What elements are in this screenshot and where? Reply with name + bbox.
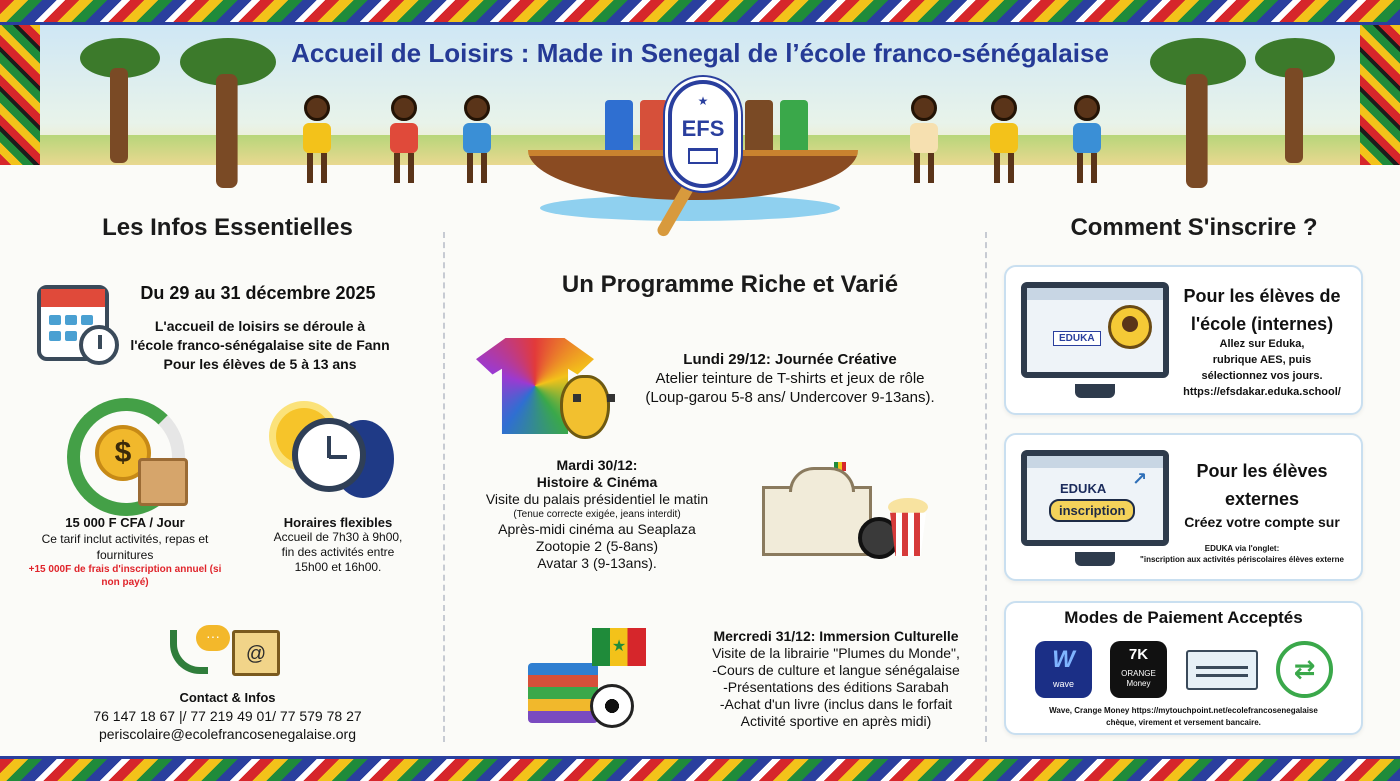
bottom-border-line — [0, 756, 1400, 759]
externes-title-line: Pour les élèves — [1196, 461, 1328, 481]
description-line: l'école franco-sénégalaise site de Fann — [130, 337, 390, 353]
section-title-inscription: Comment S'inscrire ? — [1070, 214, 1318, 241]
externes-line: "inscription aux activités périscolaires élèves externe — [1140, 555, 1344, 564]
grocery-bag-icon — [138, 458, 188, 506]
externes-instructions: Créez votre compte sur — [1184, 514, 1340, 530]
event-description — [115, 317, 405, 374]
eduka-url-link[interactable]: https://efsdakar.eduka.school/ — [1183, 386, 1341, 398]
programme-day-2 — [466, 457, 728, 572]
registration-fee: +15 000F de frais d'inscription annuel (si non payé) — [28, 564, 222, 588]
internes-title-line: Pour les élèves de — [1183, 286, 1341, 306]
internes-line: rubrique AES, puis — [1212, 354, 1312, 366]
hours-line: Accueil de 7h30 à 9h00, — [273, 530, 403, 544]
day-1-line: (Loup-garou 5-8 ans/ Undercover 9-13ans). — [645, 389, 935, 406]
coin-icon: $ — [95, 425, 151, 481]
price-info — [20, 515, 230, 589]
day-1-line: Atelier teinture de T-shirts et jeux de rôle — [655, 370, 925, 387]
externes-title — [1172, 457, 1352, 513]
day-3-line: -Cours de culture et langue sénégalaise — [712, 662, 960, 678]
section-title-programme: Un Programme Riche et Varié — [561, 271, 899, 298]
bottom-pattern-border — [0, 759, 1400, 781]
logo-star: ★ — [697, 94, 709, 108]
orange-money-label: Money — [1126, 679, 1151, 688]
price-line: fournitures — [96, 548, 154, 562]
day-2-line: Après-midi cinéma au Seaplaza — [498, 521, 696, 537]
day-2-dress-note: (Tenue correcte exigée, jeans interdit) — [513, 509, 681, 520]
page-title: Accueil de Loisirs : Made in Senegal de l’école franco-sénégalaise — [291, 38, 1109, 68]
external-link-icon: ↗ — [1132, 469, 1148, 489]
pencil-icon — [640, 100, 668, 155]
wave-payment-icon — [1035, 641, 1092, 698]
day-1-title: Lundi 29/12: Journée Créative — [683, 351, 897, 368]
day-2-title: Mardi 30/12: — [556, 457, 638, 473]
running-child-icon — [298, 95, 334, 187]
clock-icon — [292, 418, 366, 492]
eduka-tag: EDUKA — [1053, 331, 1101, 346]
contact-title: Contact & Infos — [179, 690, 276, 705]
running-child-icon — [905, 95, 941, 187]
day-2-line: Avatar 3 (9-13ans). — [537, 555, 657, 571]
description-line: L'accueil de loisirs se déroule à — [154, 318, 366, 334]
day-3-title: Mercredi 31/12: Immersion Culturelle — [713, 628, 959, 644]
programme-day-1 — [620, 350, 960, 407]
inscription-button[interactable]: inscription — [1049, 499, 1135, 522]
monitor-stand — [1075, 384, 1115, 398]
top-pattern-border — [0, 0, 1400, 22]
efs-logo — [668, 80, 738, 188]
day-3-line: -Achat d'un livre (inclus dans le forfait — [719, 696, 953, 712]
internes-instructions — [1172, 336, 1352, 400]
running-child-icon — [385, 95, 421, 187]
monitor-stand — [1075, 552, 1115, 566]
eduka-label: EDUKA — [1060, 481, 1107, 496]
orange-money-top: 7K — [1128, 646, 1149, 663]
externes-onglet-info — [1123, 543, 1361, 565]
hours-title: Horaires flexibles — [283, 515, 393, 530]
contact-email[interactable]: periscolaire@ecolefrancosenegalaise.org — [98, 726, 357, 742]
price-line: Ce tarif inclut activités, repas et — [41, 532, 209, 546]
student-avatar-icon — [1108, 305, 1152, 349]
logo-text: EFS — [681, 116, 725, 141]
contact-phones: 76 147 18 67 |/ 77 219 49 01/ 77 579 78 27 — [93, 708, 362, 724]
payment-title: Modes de Paiement Acceptés — [1064, 608, 1303, 627]
contact-info — [20, 689, 435, 743]
chat-bubble-icon: ··· — [196, 625, 230, 651]
orange-money-icon — [1110, 641, 1167, 698]
presidential-palace-icon — [762, 486, 872, 556]
section-title-infos: Les Infos Essentielles — [102, 214, 353, 241]
senegal-flag-icon — [592, 628, 646, 666]
event-dates: Du 29 au 31 décembre 2025 — [140, 283, 376, 303]
running-child-icon — [985, 95, 1021, 187]
books-icon — [528, 663, 598, 723]
day-3-line: Activité sportive en après midi) — [740, 713, 932, 729]
day-3-line: -Présentations des éditions Sarabah — [723, 679, 949, 695]
hours-info — [258, 515, 418, 575]
price-title: 15 000 F CFA / Jour — [65, 515, 185, 530]
payment-details — [1006, 705, 1361, 729]
day-2-title: Histoire & Cinéma — [536, 474, 658, 490]
logo-book-icon — [688, 148, 718, 164]
hours-line: 15h00 et 16h00. — [294, 560, 382, 574]
book-icon — [605, 100, 633, 155]
internes-line: sélectionnez vos jours. — [1201, 370, 1323, 382]
drum-icon — [745, 100, 773, 155]
day-2-line: Visite du palais présidentiel le matin — [485, 491, 709, 507]
envelope-icon: @ — [232, 630, 280, 676]
clock-icon — [79, 325, 119, 365]
internes-title-line: l'école (internes) — [1190, 314, 1334, 334]
cheque-icon — [1186, 650, 1258, 690]
wave-label: wave — [1052, 679, 1074, 689]
payment-line: Wave, Crange Money https://mytouchpoint.net/ecolefrancosenegalaise — [1049, 706, 1318, 715]
externes-title-line: externes — [1224, 489, 1300, 509]
flag-star: ★ — [611, 638, 627, 655]
wave-logo: W — [1052, 646, 1075, 673]
bank-transfer-icon: ⇄ — [1276, 641, 1333, 698]
internes-title — [1172, 282, 1352, 338]
soccer-ball-icon — [590, 684, 634, 728]
computer-monitor-icon — [1021, 450, 1169, 546]
theatre-mask-icon — [560, 375, 610, 439]
day-2-line: Zootopie 2 (5-8ans) — [535, 538, 659, 554]
externes-line: EDUKA via l'onglet: — [1204, 544, 1280, 553]
column-divider — [443, 232, 445, 742]
payment-line: chèque, virement et versement bancaire. — [1106, 718, 1261, 727]
description-line: Pour les élèves de 5 à 13 ans — [163, 356, 357, 372]
calculator-icon — [780, 100, 808, 155]
hours-line: fin des activités entre — [281, 545, 395, 559]
orange-money-label: ORANGE — [1121, 669, 1156, 678]
day-3-line: Visite de la librairie "Plumes du Monde", — [712, 645, 960, 661]
running-child-icon — [1068, 95, 1104, 187]
internes-line: Allez sur Eduka, — [1219, 338, 1305, 350]
programme-day-3 — [686, 628, 986, 730]
running-child-icon — [458, 95, 494, 187]
